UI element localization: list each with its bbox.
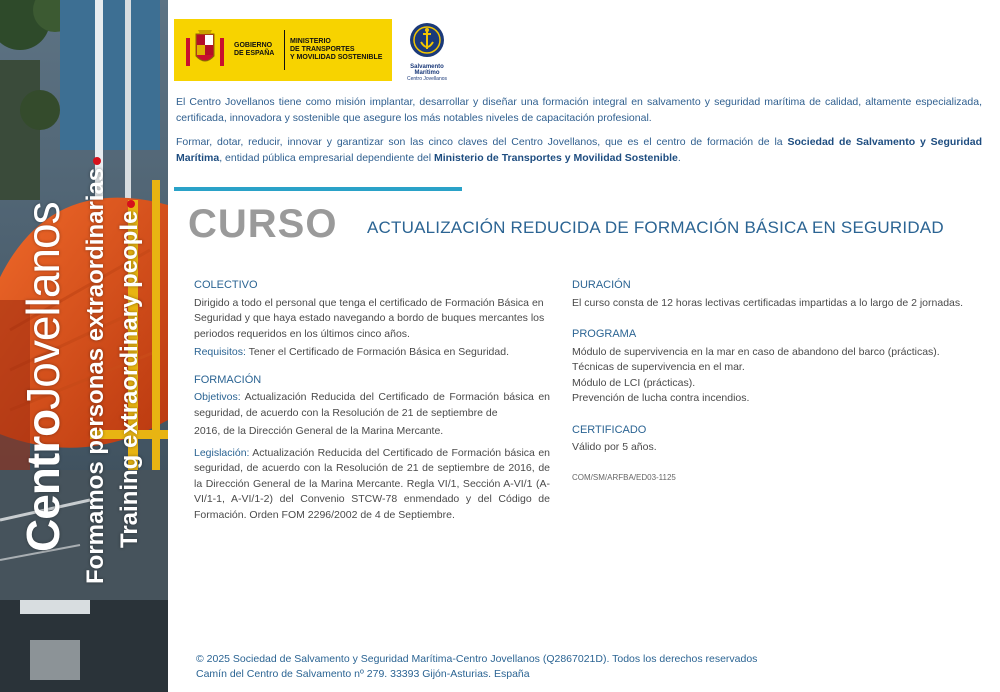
programa-item: Módulo de LCI (prácticas). [572,376,696,389]
programa-item: Técnicas de supervivencia en el mar. [572,361,745,373]
copyright-line: © 2025 Sociedad de Salvamento y Seguridad Marítima-Centro Jovellanos (Q2867021D). Todos los derechos reservados [196,653,758,665]
programa-section [572,327,964,407]
duracion-section [572,278,964,311]
brand-text-a: Centro [17,409,69,552]
intro-text: Formar, dotar, reducir, innovar y garantizar son las cinco claves del Centro Jovellanos, que es el centro de formación de la [176,136,788,148]
sm-logo-name: Salvamento Marítimo [410,64,444,76]
formacion-heading: FORMACIÓN [194,373,262,386]
intro-text: , entidad pública empresarial dependiente del [219,152,435,164]
curso-label: CURSO [188,202,338,246]
programa-heading: PROGRAMA [572,328,637,340]
requisitos-text: Tener el Certificado de Formación Básica en Seguridad. [245,346,509,358]
sociedad-name: Sociedad de Salvamento y Seguridad Marítima [176,136,982,164]
intro-paragraph-mission: El Centro Jovellanos tiene como misión implantar, desarrollar y diseñar una formación integral en salvamento y seguridad marítima de calidad, altamente especializada, certificada, innovadora y sostenible que asegure los más notables niveles de capacitación profesional. [176,96,982,124]
salvamento-maritimo-logo [398,22,456,80]
programa-item: Módulo de supervivencia en la mar en caso de abandono del barco (prácticas). [572,345,940,358]
slogan-en-text: Training extraordinary people [116,210,143,548]
footer [196,652,757,682]
intro-paragraph-keys [176,134,982,166]
objetivos-label: Objetivos: [194,391,241,403]
side-photo-panel [0,0,168,692]
brand-text-b: Jovellanos [17,202,69,410]
coat-of-arms-icon [184,28,226,72]
address-line: Camín del Centro de Salvamento nº 279. 33393 Gijón-Asturias. España [196,668,530,680]
objetivos-text: Actualización Reducida del Certificado de Formación básica en seguridad, de acuerdo con la Resolución de 21 de septiembre de [194,391,550,419]
reference-code: COM/SM/ARFBA/ED03-1125 [572,472,676,482]
red-dot-icon [127,200,135,208]
colectivo-section [194,278,550,361]
gobierno-text: GOBIERNO DE ESPAÑA [234,42,275,57]
formacion-section [194,373,550,524]
centro-jovellanos-wordmark [16,202,70,552]
ministerio-name: Ministerio de Transportes y Movilidad Sostenible [434,152,678,164]
certificado-section [572,423,964,486]
intro-section [176,94,982,174]
section-divider [174,187,462,191]
course-title: ACTUALIZACIÓN REDUCIDA DE FORMACIÓN BÁSICA EN SEGURIDAD [367,218,944,237]
course-details-left [194,278,550,535]
colectivo-heading: COLECTIVO [194,279,258,291]
legislacion-text: Actualización Reducida del Certificado de Formación básica en seguridad, de acuerdo con la Resolución de 21 de septiembre de 2016, de la Dirección General de la Marina Mercante. Regla VI/1, Sección A-VI/1 (A-VI/1-1, A-VI/1-2) del Convenio STCW-78 enmendado y del Código de Formación. Orden FOM 2296/2002 de 4 de Septiembre. [194,446,550,521]
requisitos-label: Requisitos: [194,346,246,358]
gobierno-de-espana-logo [174,19,392,81]
certificado-text: Válido por 5 años. [572,441,657,453]
duracion-text: El curso consta de 12 horas lectivas certificadas impartidas a lo largo de 2 jornadas. [572,296,964,309]
programa-item: Prevención de lucha contra incendios. [572,392,750,404]
ministerio-text: MINISTERIO DE TRANSPORTES Y MOVILIDAD SOSTENIBLE [290,38,383,61]
colectivo-text: Dirigido a todo el personal que tenga el certificado de Formación Básica en Seguridad y que haya estado navegando a bordo de buques mercantes los periodos requeridos en los últimos cinco años. [194,296,545,340]
objetivos-text-2: 2016, de la Dirección General de la Marina Mercante. [194,425,444,437]
legislacion-line [194,446,550,524]
certificado-heading: CERTIFICADO [572,423,647,436]
requisitos-line [194,345,550,361]
legislacion-label: Legislación: [194,446,250,459]
logo-separator [284,30,285,70]
intro-text: . [677,152,681,164]
red-dot-icon [93,157,101,165]
slogan-spanish [82,157,110,584]
slogan-es-text: Formamos personas extraordinarias [82,167,109,584]
anchor-emblem-icon [409,22,445,58]
course-details-right [572,278,964,497]
duracion-heading: DURACIÓN [572,279,631,291]
slogan-english [116,200,144,548]
sm-logo-sub: Centro Jovellanos [406,76,448,82]
objetivos-line [194,390,550,421]
